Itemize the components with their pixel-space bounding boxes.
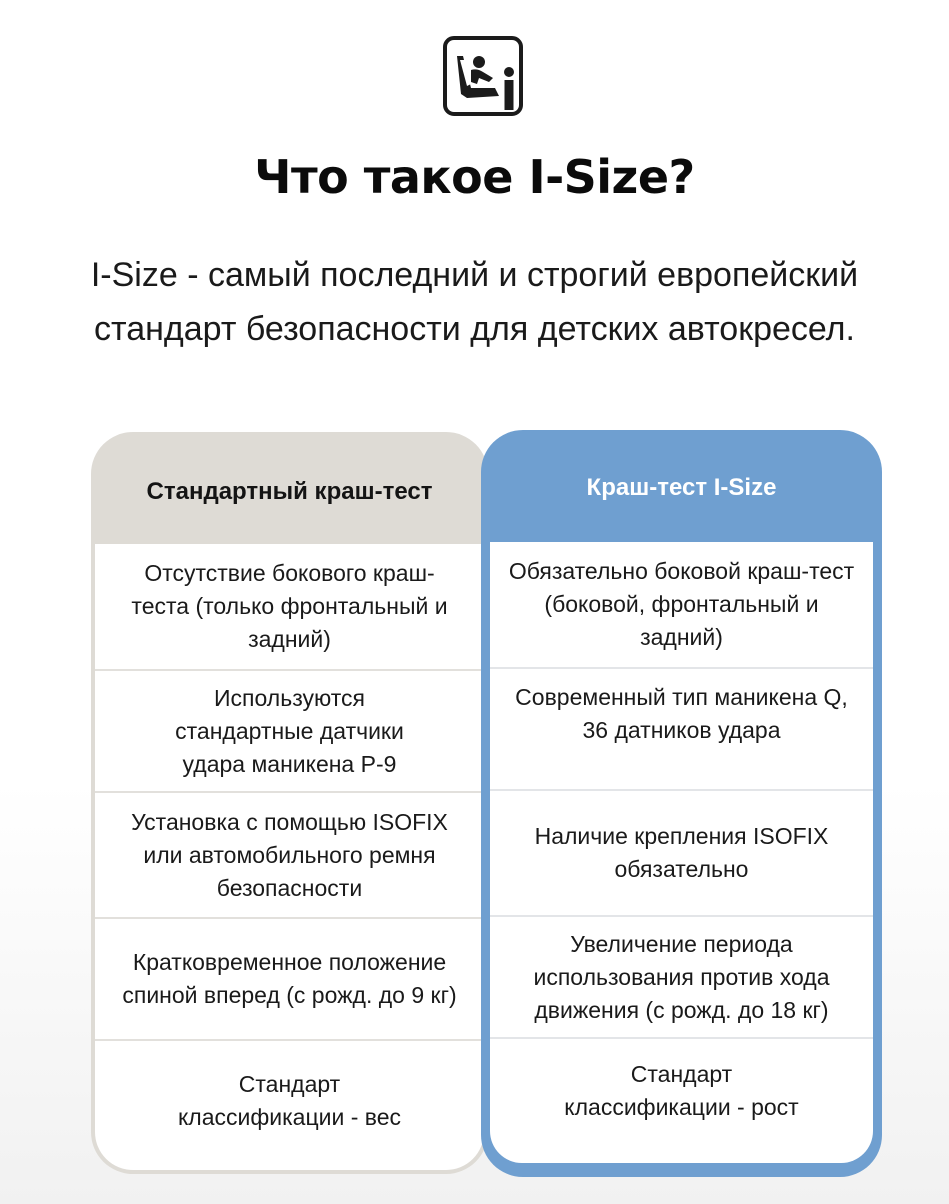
isize-row-side-test: Обязательно боковой краш-тест (боковой, фронтальный и задний) <box>490 542 873 669</box>
isize-row-isofix: Наличие крепления ISOFIX обязательно <box>490 791 873 917</box>
standard-column-body <box>95 544 484 1170</box>
isize-row-sensors: Современный тип маникена Q, 36 датников удара <box>490 669 873 791</box>
standard-row-classification: Стандарт классификации - вес <box>177 1071 402 1130</box>
isize-row-classification: Стандарт классификации - рост <box>564 1061 799 1120</box>
standard-row-side-test: Отсутствие бокового краш- теста (только фронтальный и задний) <box>95 544 484 671</box>
page-title: Что такое I-Size? <box>254 150 695 204</box>
standard-column-heading: Стандартный краш-тест <box>146 478 433 505</box>
standard-row-sensors: Используются стандартные датчики удара маникена Р-9 <box>95 671 484 793</box>
isize-column-heading: Краш-тест I-Size <box>586 474 777 501</box>
isize-column-body <box>490 542 873 1163</box>
child-seat-info-icon <box>443 36 523 116</box>
standard-row-isofix: Установка с помощью ISOFIX или автомобильного ремня безопасности <box>95 793 484 919</box>
isize-crash-test-column <box>481 430 882 1177</box>
isize-row-rear-facing: Увеличение периода использования против хода движения (с рожд. до 18 кг) <box>490 917 873 1039</box>
standard-crash-test-column <box>91 432 488 1174</box>
standard-row-rear-facing: Кратковременное положение спиной вперед (с рожд. до 9 кг) <box>95 919 484 1041</box>
page-subtitle: I-Size - самый последний и строгий европейский стандарт безопасности для детских автокресел. <box>90 256 859 348</box>
